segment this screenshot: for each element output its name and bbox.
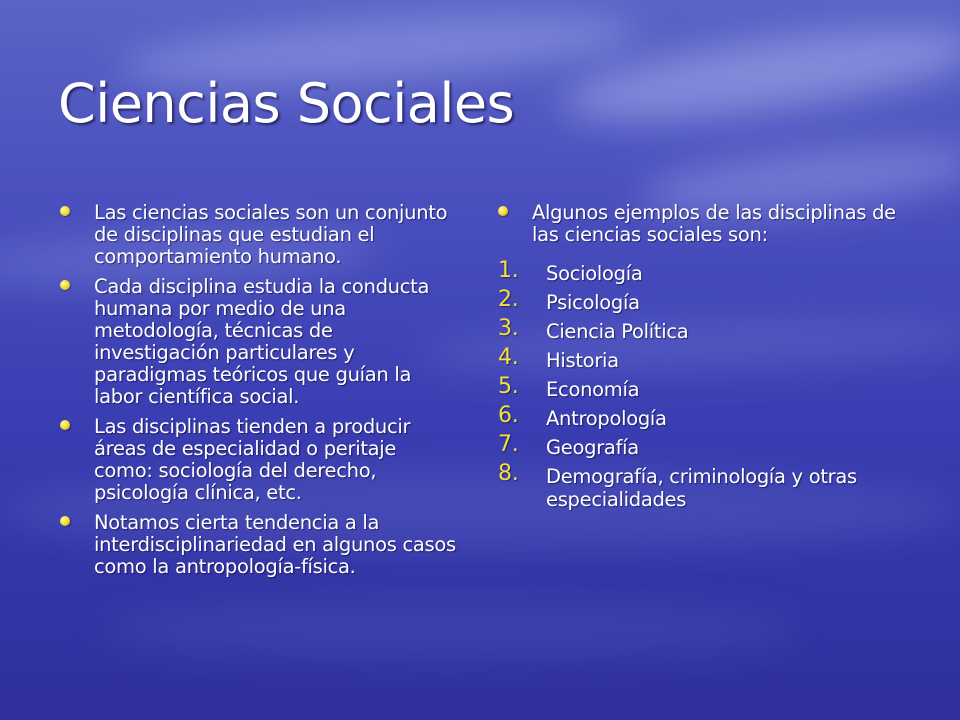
- slide-title: Ciencias Sociales: [58, 72, 515, 135]
- example-number: 5.: [498, 374, 519, 399]
- example-label: Geografía: [546, 436, 639, 459]
- example-item: [498, 258, 918, 285]
- bullet-dot-icon: [60, 516, 70, 526]
- bullet-text: Notamos cierta tendencia a la interdisciplinariedad en algunos casos como la antropología-física.: [94, 511, 456, 578]
- left-column: [60, 202, 460, 586]
- example-label: Sociología: [546, 262, 643, 285]
- example-number: 1.: [498, 258, 519, 283]
- example-item: [498, 432, 918, 459]
- example-number: 8.: [498, 461, 519, 486]
- example-label: Historia: [546, 349, 619, 372]
- bullet-dot-icon: [60, 420, 70, 430]
- example-item: [498, 316, 918, 343]
- example-label: Ciencia Política: [546, 320, 689, 343]
- bullet-text: Algunos ejemplos de las disciplinas de las ciencias sociales son:: [532, 201, 896, 246]
- example-item: [498, 345, 918, 372]
- left-bullet-list: [60, 202, 460, 578]
- bullet-dot-icon: [498, 206, 508, 216]
- right-column: [498, 202, 918, 517]
- example-number: 7.: [498, 432, 519, 457]
- example-label: Antropología: [546, 407, 667, 430]
- example-number: 2.: [498, 287, 519, 312]
- bullet-item: [60, 416, 460, 504]
- example-item: [498, 403, 918, 430]
- bullet-dot-icon: [60, 206, 70, 216]
- bullet-item: [60, 276, 460, 408]
- bullet-item: [60, 512, 460, 578]
- right-bullet-list: [498, 202, 918, 246]
- example-number: 6.: [498, 403, 519, 428]
- cloud: [100, 600, 800, 660]
- examples-list: [498, 258, 918, 511]
- bullet-item: [498, 202, 918, 246]
- bullet-text: Las disciplinas tienden a producir áreas de especialidad o peritaje como: sociología del derecho, psicología clínica, etc.: [94, 415, 411, 504]
- example-number: 3.: [498, 316, 519, 341]
- example-item: [498, 374, 918, 401]
- bullet-text: Cada disciplina estudia la conducta humana por medio de una metodología, técnicas de investigación particulares y paradigmas teóricos que guían la labor científica social.: [94, 275, 430, 408]
- bullet-item: [60, 202, 460, 268]
- example-label: Economía: [546, 378, 640, 401]
- example-item: [498, 287, 918, 314]
- bullet-dot-icon: [60, 280, 70, 290]
- example-number: 4.: [498, 345, 519, 370]
- cloud: [557, 11, 960, 139]
- example-label: Demografía, criminología y otras especialidades: [546, 465, 857, 511]
- bullet-text: Las ciencias sociales son un conjunto de disciplinas que estudian el comportamiento humano.: [94, 201, 448, 268]
- example-label: Psicología: [546, 291, 640, 314]
- example-item: [498, 461, 918, 511]
